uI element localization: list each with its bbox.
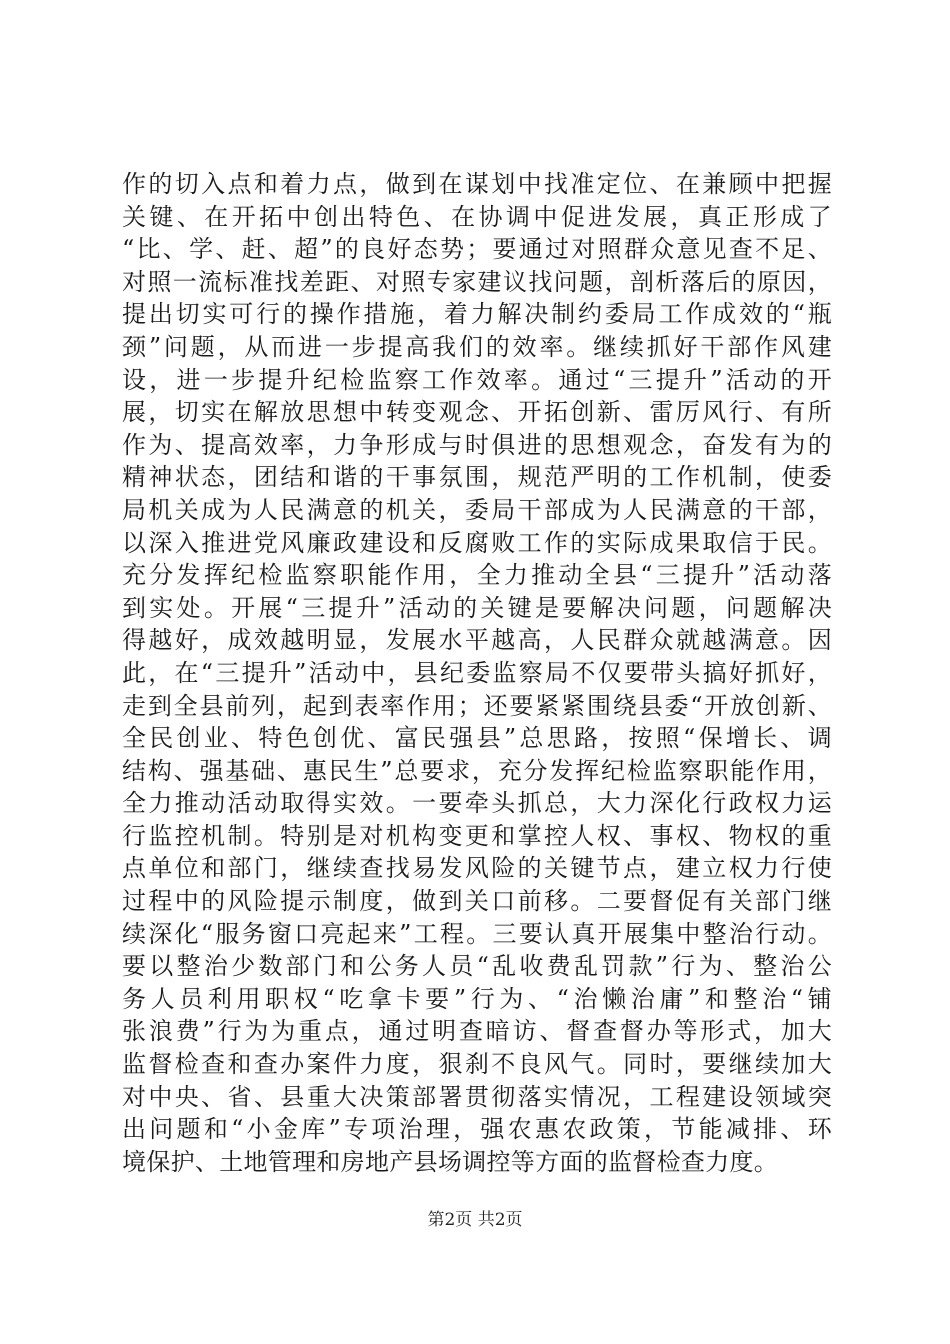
text-line: 监督检查和查办案件力度，狠刹不良风气。同时，要继续加大: [122, 1050, 832, 1079]
text-line: 到实处。开展“三提升”活动的关键是要解决问题，问题解决: [122, 593, 832, 622]
text-line: 续深化“服务窗口亮起来”工程。三要认真开展集中整治行动。: [122, 919, 832, 948]
text-line: 精神状态，团结和谐的干事氛围，规范严明的工作机制，使委: [122, 463, 832, 492]
text-line: 对中央、省、县重大决策部署贯彻落实情况，工程建设领域突: [122, 1082, 832, 1111]
body-text: [122, 168, 832, 1178]
text-line: 全民创业、特色创优、富民强县”总思路，按照“保增长、调: [122, 724, 832, 753]
text-line: 对照一流标准找差距、对照专家建议找问题，剖析落后的原因，: [122, 267, 832, 296]
text-line: 走到全县前列，起到表率作用；还要紧紧围绕县委“开放创新、: [122, 691, 832, 720]
text-line: 张浪费”行为为重点，通过明查暗访、督查督办等形式，加大: [122, 1017, 832, 1046]
text-line: 作为、提高效率，力争形成与时俱进的思想观念，奋发有为的: [122, 430, 832, 459]
text-line: 要以整治少数部门和公务人员“乱收费乱罚款”行为、整治公: [122, 952, 832, 981]
text-line: 结构、强基础、惠民生”总要求，充分发挥纪检监察职能作用，: [122, 756, 832, 785]
page-number-label: 第2页 共2页: [427, 1210, 523, 1230]
text-line: “比、学、赶、超”的良好态势；要通过对照群众意见查不足、: [122, 235, 832, 264]
text-line: 充分发挥纪检监察职能作用，全力推动全县“三提升”活动落: [122, 561, 832, 590]
text-line: 境保护、土地管理和房地产县场调控等方面的监督检查力度。: [122, 1147, 779, 1176]
text-line: 局机关成为人民满意的机关，委局干部成为人民满意的干部，: [122, 495, 832, 524]
text-line: 务人员利用职权“吃拿卡要”行为、“治懒治庸”和整治“铺: [122, 984, 832, 1013]
text-line: 全力推动活动取得实效。一要牵头抓总，大力深化行政权力运: [122, 789, 832, 818]
text-line: 颈”问题，从而进一步提高我们的效率。继续抓好干部作风建: [122, 332, 832, 361]
text-line: 作的切入点和着力点，做到在谋划中找准定位、在兼顾中把握: [122, 170, 832, 198]
text-line: 得越好，成效越明显，发展水平越高，人民群众就越满意。因: [122, 626, 832, 655]
text-line: 提出切实可行的操作措施，着力解决制约委局工作成效的“瓶: [122, 300, 832, 329]
text-line: 设，进一步提升纪检监察工作效率。通过“三提升”活动的开: [122, 365, 832, 394]
text-line: 过程中的风险提示制度，做到关口前移。二要督促有关部门继: [122, 887, 832, 916]
text-line: 点单位和部门，继续查找易发风险的关键节点，建立权力行使: [122, 854, 832, 883]
text-line: 行监控机制。特别是对机构变更和掌控人权、事权、物权的重: [122, 821, 832, 850]
text-line: 以深入推进党风廉政建设和反腐败工作的实际成果取信于民。: [122, 528, 832, 557]
text-line: 关键、在开拓中创出特色、在协调中促进发展，真正形成了: [122, 202, 832, 231]
text-line: 展，切实在解放思想中转变观念、开拓创新、雷厉风行、有所: [122, 398, 832, 427]
text-line: 此，在“三提升”活动中，县纪委监察局不仅要带头搞好抓好，: [122, 658, 832, 687]
text-line: 出问题和“小金库”专项治理，强农惠农政策，节能减排、环: [122, 1115, 832, 1144]
page-footer: [0, 1209, 950, 1231]
